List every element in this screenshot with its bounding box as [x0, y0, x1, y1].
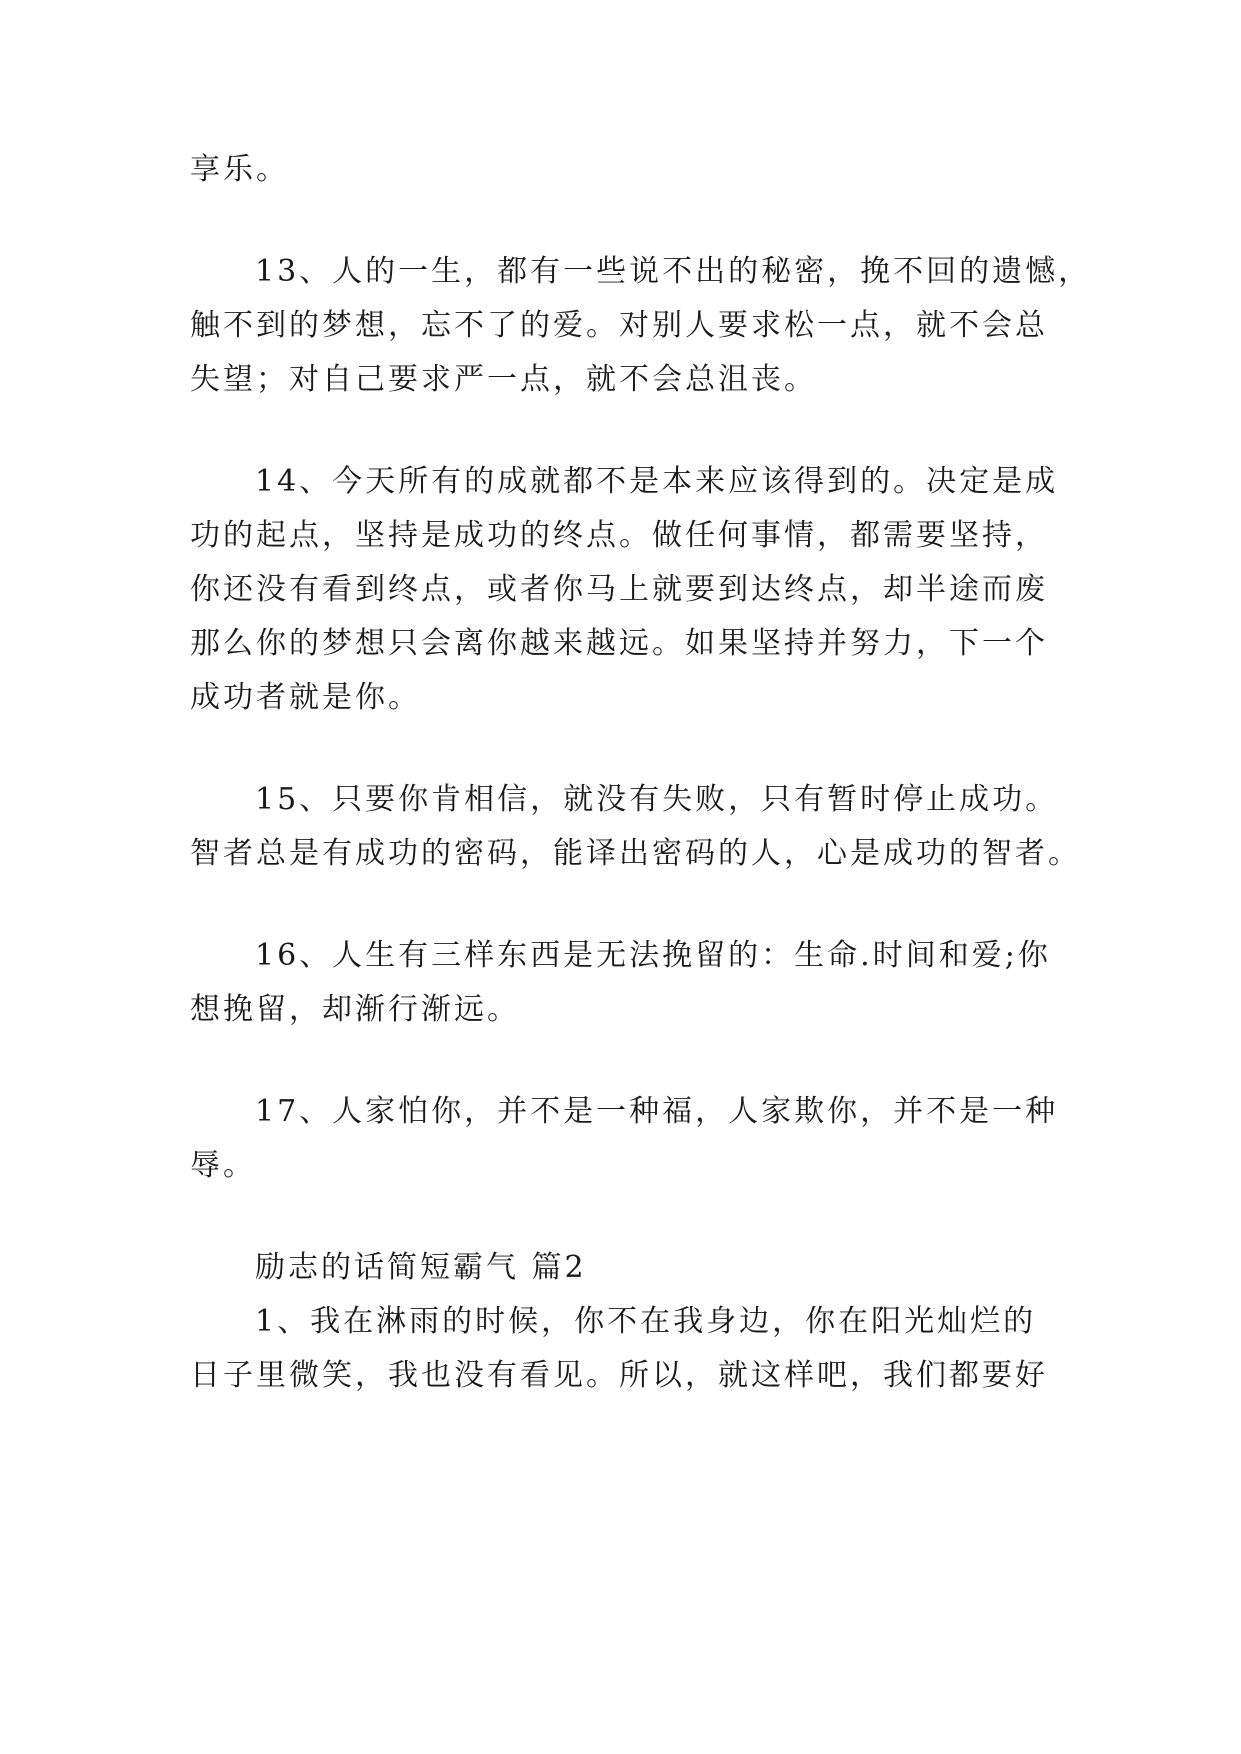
paragraph-15-line-2: 智者总是有成功的密码，能译出密码的人，心是成功的智者。 — [190, 836, 1081, 871]
paragraph-13-line-1: 13、人的一生，都有一些说不出的秘密，挽不回的遗憾， — [255, 254, 1092, 289]
section2-paragraph-1-line-1: 1、我在淋雨的时候，你不在我身边，你在阳光灿烂的 — [255, 1304, 1037, 1339]
section-heading: 励志的话简短霸气 篇2 — [255, 1250, 587, 1285]
paragraph-16-line-1: 16、人生有三样东西是无法挽留的：生命.时间和爱;你 — [255, 938, 1051, 973]
section2-paragraph-1-line-2: 日子里微笑，我也没有看见。所以，就这样吧，我们都要好 — [190, 1358, 1048, 1393]
paragraph-14-line-1: 14、今天所有的成就都不是本来应该得到的。决定是成 — [255, 464, 1059, 499]
paragraph-17-line-1: 17、人家怕你，并不是一种福，人家欺你，并不是一种 — [255, 1094, 1059, 1129]
paragraph-15-line-1: 15、只要你肯相信，就没有失败，只有暂时停止成功。 — [255, 782, 1059, 817]
paragraph-17-line-2: 辱。 — [190, 1148, 256, 1183]
paragraph-14-line-4: 那么你的梦想只会离你越来越远。如果坚持并努力，下一个 — [190, 626, 1048, 661]
paragraph-13-line-3: 失望；对自己要求严一点，就不会总沮丧。 — [190, 362, 817, 397]
paragraph-16-line-2: 想挽留，却渐行渐远。 — [190, 992, 520, 1027]
paragraph-14-line-5: 成功者就是你。 — [190, 680, 421, 715]
text-line-continuation: 享乐。 — [190, 152, 289, 187]
paragraph-14-line-3: 你还没有看到终点，或者你马上就要到达终点，却半途而废 — [190, 572, 1048, 607]
paragraph-13-line-2: 触不到的梦想，忘不了的爱。对别人要求松一点，就不会总 — [190, 308, 1048, 343]
paragraph-14-line-2: 功的起点，坚持是成功的终点。做任何事情，都需要坚持， — [190, 518, 1048, 553]
